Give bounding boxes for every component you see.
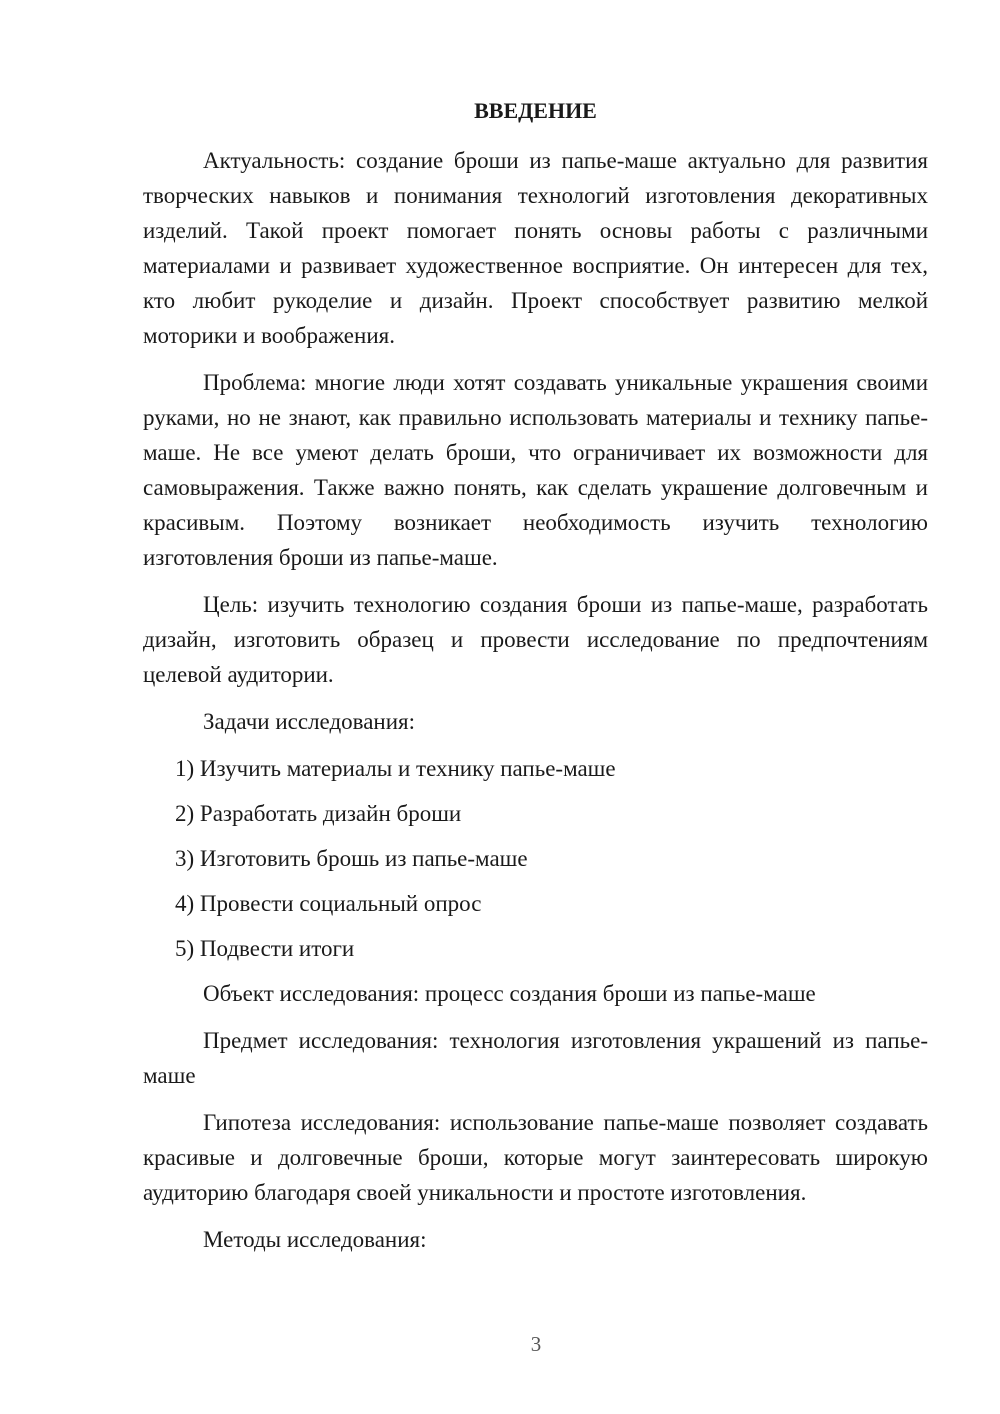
- task-item: 5) Подвести итоги: [175, 936, 355, 961]
- page-number: 3: [530, 1332, 542, 1356]
- section-title: ВВЕДЕНИЕ: [474, 98, 597, 123]
- subject-paragraph: Предмет исследования: технология изготовления украшений из папье-маше: [143, 1028, 928, 1088]
- task-item: 4) Провести социальный опрос: [175, 891, 482, 916]
- tasks-heading: Задачи исследования:: [203, 709, 416, 734]
- relevance-paragraph: Актуальность: создание броши из папье-маше актуально для развития творческих навыков и понимания технологий изготовления декоративных изделий. Такой проект помогает понять основы работы с различными материалами и развивает художественное восприятие. Он интересен для тех, кто любит рукоделие и дизайн. Проект способствует развитию мелкой моторики и воображения.: [143, 148, 928, 348]
- page-body: [143, 93, 928, 1269]
- goal-paragraph: Цель: изучить технологию создания броши из папье-маше, разработать дизайн, изготовить образец и провести исследование по предпочтениям целевой аудитории.: [143, 592, 928, 687]
- task-item: 3) Изготовить брошь из папье-маше: [175, 846, 528, 871]
- object-paragraph: Объект исследования: процесс создания броши из папье-маше: [203, 981, 816, 1006]
- problem-paragraph: Проблема: многие люди хотят создавать уникальные украшения своими руками, но не знают, как правильно использовать материалы и технику папье-маше. Не все умеют делать броши, что ограничивает их возможности для самовыражения. Также важно понять, как сделать украшение долговечным и красивым. Поэтому возникает необходимость изучить технологию изготовления броши из папье-маше.: [143, 370, 928, 570]
- task-item: 1) Изучить материалы и технику папье-маше: [175, 756, 616, 781]
- hypothesis-paragraph: Гипотеза исследования: использование папье-маше позволяет создавать красивые и долговечные броши, которые могут заинтересовать широкую аудиторию благодаря своей уникальности и простоте изготовления.: [143, 1110, 928, 1205]
- methods-heading: Методы исследования:: [203, 1227, 427, 1252]
- task-item: 2) Разработать дизайн броши: [175, 801, 462, 826]
